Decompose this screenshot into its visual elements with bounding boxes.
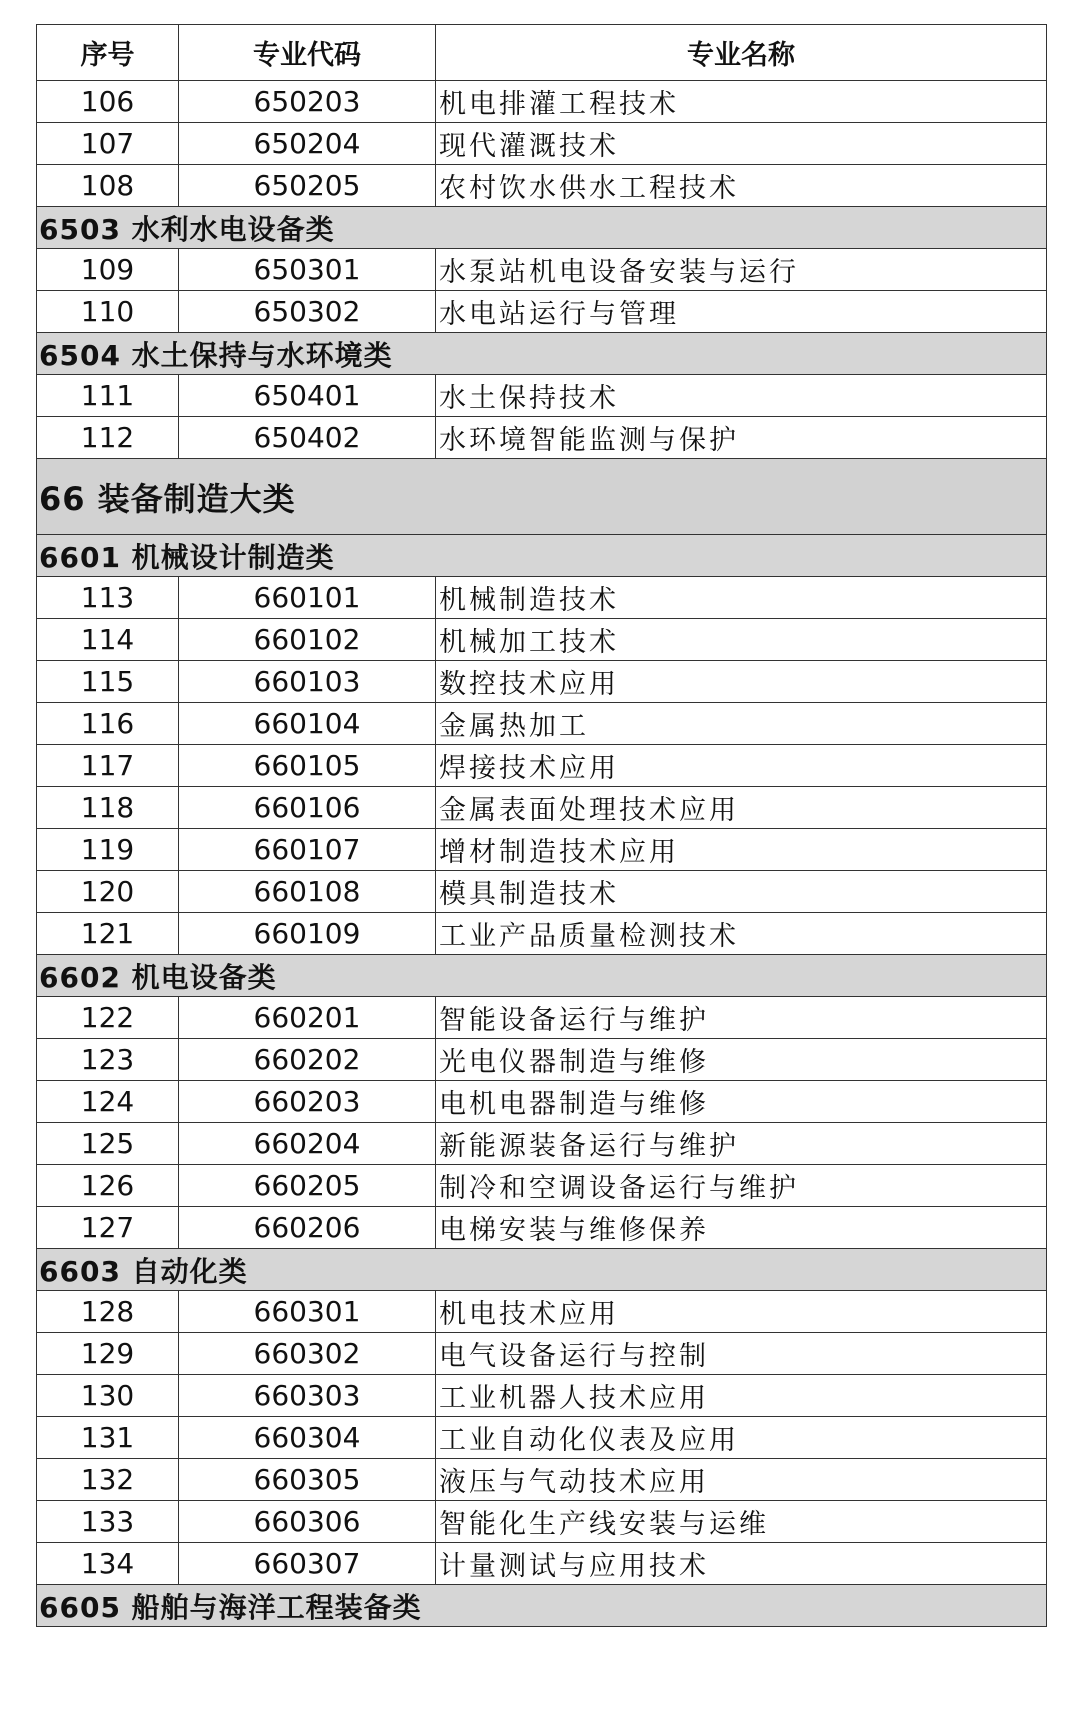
seq-cell: 113 <box>37 577 179 619</box>
code-cell: 650402 <box>179 417 436 459</box>
name-cell: 现代灌溉技术 <box>436 123 1047 165</box>
table-row <box>37 1501 1047 1543</box>
name-cell: 液压与气动技术应用 <box>436 1459 1047 1501</box>
code-cell: 660306 <box>179 1501 436 1543</box>
name-cell: 制冷和空调设备运行与维护 <box>436 1165 1047 1207</box>
table-row <box>37 703 1047 745</box>
seq-cell: 115 <box>37 661 179 703</box>
seq-cell: 123 <box>37 1039 179 1081</box>
table-row <box>37 1081 1047 1123</box>
seq-cell: 128 <box>37 1291 179 1333</box>
name-cell: 水泵站机电设备安装与运行 <box>436 249 1047 291</box>
table-row <box>37 787 1047 829</box>
table-row <box>37 871 1047 913</box>
name-cell: 工业产品质量检测技术 <box>436 913 1047 955</box>
major-category-label: 66 装备制造大类 <box>37 459 1047 535</box>
code-cell: 660108 <box>179 871 436 913</box>
seq-cell: 126 <box>37 1165 179 1207</box>
table-row <box>37 913 1047 955</box>
category-label: 6504 水土保持与水环境类 <box>37 333 1047 375</box>
code-cell: 660107 <box>179 829 436 871</box>
table-row <box>37 1543 1047 1585</box>
table-row <box>37 745 1047 787</box>
name-cell: 金属表面处理技术应用 <box>436 787 1047 829</box>
seq-cell: 120 <box>37 871 179 913</box>
name-cell: 数控技术应用 <box>436 661 1047 703</box>
code-cell: 650204 <box>179 123 436 165</box>
table-row <box>37 1123 1047 1165</box>
name-cell: 机械加工技术 <box>436 619 1047 661</box>
seq-cell: 131 <box>37 1417 179 1459</box>
seq-cell: 114 <box>37 619 179 661</box>
seq-cell: 125 <box>37 1123 179 1165</box>
name-cell: 电机电器制造与维修 <box>436 1081 1047 1123</box>
table-row <box>37 1039 1047 1081</box>
category-row <box>37 207 1047 249</box>
seq-cell: 127 <box>37 1207 179 1249</box>
code-cell: 660305 <box>179 1459 436 1501</box>
code-cell: 650302 <box>179 291 436 333</box>
code-cell: 660105 <box>179 745 436 787</box>
seq-cell: 134 <box>37 1543 179 1585</box>
table-row <box>37 1459 1047 1501</box>
header-seq: 序号 <box>37 25 179 81</box>
table-row <box>37 577 1047 619</box>
table-row <box>37 661 1047 703</box>
category-row <box>37 955 1047 997</box>
seq-cell: 130 <box>37 1375 179 1417</box>
seq-cell: 119 <box>37 829 179 871</box>
name-cell: 工业自动化仪表及应用 <box>436 1417 1047 1459</box>
header-name: 专业名称 <box>436 25 1047 81</box>
category-label: 6605 船舶与海洋工程装备类 <box>37 1585 1047 1627</box>
seq-cell: 108 <box>37 165 179 207</box>
seq-cell: 121 <box>37 913 179 955</box>
name-cell: 金属热加工 <box>436 703 1047 745</box>
name-cell: 水电站运行与管理 <box>436 291 1047 333</box>
seq-cell: 116 <box>37 703 179 745</box>
name-cell: 电梯安装与维修保养 <box>436 1207 1047 1249</box>
category-label: 6601 机械设计制造类 <box>37 535 1047 577</box>
name-cell: 焊接技术应用 <box>436 745 1047 787</box>
table-row <box>37 1165 1047 1207</box>
seq-cell: 110 <box>37 291 179 333</box>
major-catalog-document <box>36 24 1046 1627</box>
code-cell: 650203 <box>179 81 436 123</box>
table-row <box>37 417 1047 459</box>
name-cell: 计量测试与应用技术 <box>436 1543 1047 1585</box>
name-cell: 智能设备运行与维护 <box>436 997 1047 1039</box>
name-cell: 农村饮水供水工程技术 <box>436 165 1047 207</box>
seq-cell: 132 <box>37 1459 179 1501</box>
table-row <box>37 1417 1047 1459</box>
name-cell: 模具制造技术 <box>436 871 1047 913</box>
code-cell: 660103 <box>179 661 436 703</box>
name-cell: 水环境智能监测与保护 <box>436 417 1047 459</box>
code-cell: 660101 <box>179 577 436 619</box>
table-row <box>37 123 1047 165</box>
code-cell: 660301 <box>179 1291 436 1333</box>
category-row <box>37 535 1047 577</box>
table-row <box>37 829 1047 871</box>
table-row <box>37 291 1047 333</box>
code-cell: 660206 <box>179 1207 436 1249</box>
name-cell: 增材制造技术应用 <box>436 829 1047 871</box>
code-cell: 660104 <box>179 703 436 745</box>
code-cell: 660307 <box>179 1543 436 1585</box>
seq-cell: 112 <box>37 417 179 459</box>
category-row <box>37 1585 1047 1627</box>
category-label: 6503 水利水电设备类 <box>37 207 1047 249</box>
seq-cell: 106 <box>37 81 179 123</box>
seq-cell: 109 <box>37 249 179 291</box>
code-cell: 660102 <box>179 619 436 661</box>
name-cell: 机电排灌工程技术 <box>436 81 1047 123</box>
code-cell: 660106 <box>179 787 436 829</box>
name-cell: 工业机器人技术应用 <box>436 1375 1047 1417</box>
table-header-row <box>37 25 1047 81</box>
code-cell: 660204 <box>179 1123 436 1165</box>
code-cell: 660109 <box>179 913 436 955</box>
major-catalog-table <box>36 24 1047 1627</box>
seq-cell: 118 <box>37 787 179 829</box>
table-row <box>37 1207 1047 1249</box>
name-cell: 机械制造技术 <box>436 577 1047 619</box>
name-cell: 电气设备运行与控制 <box>436 1333 1047 1375</box>
category-label: 6602 机电设备类 <box>37 955 1047 997</box>
major-category-row <box>37 459 1047 535</box>
table-row <box>37 1291 1047 1333</box>
code-cell: 650205 <box>179 165 436 207</box>
seq-cell: 122 <box>37 997 179 1039</box>
name-cell: 水土保持技术 <box>436 375 1047 417</box>
category-row <box>37 1249 1047 1291</box>
code-cell: 660302 <box>179 1333 436 1375</box>
code-cell: 650301 <box>179 249 436 291</box>
table-row <box>37 619 1047 661</box>
table-body <box>37 81 1047 1627</box>
name-cell: 光电仪器制造与维修 <box>436 1039 1047 1081</box>
code-cell: 660303 <box>179 1375 436 1417</box>
name-cell: 智能化生产线安装与运维 <box>436 1501 1047 1543</box>
table-row <box>37 375 1047 417</box>
seq-cell: 111 <box>37 375 179 417</box>
code-cell: 660203 <box>179 1081 436 1123</box>
code-cell: 650401 <box>179 375 436 417</box>
category-row <box>37 333 1047 375</box>
table-row <box>37 1375 1047 1417</box>
code-cell: 660202 <box>179 1039 436 1081</box>
code-cell: 660201 <box>179 997 436 1039</box>
seq-cell: 117 <box>37 745 179 787</box>
code-cell: 660205 <box>179 1165 436 1207</box>
seq-cell: 124 <box>37 1081 179 1123</box>
table-row <box>37 249 1047 291</box>
seq-cell: 107 <box>37 123 179 165</box>
table-row <box>37 165 1047 207</box>
category-label: 6603 自动化类 <box>37 1249 1047 1291</box>
table-row <box>37 1333 1047 1375</box>
seq-cell: 129 <box>37 1333 179 1375</box>
table-row <box>37 81 1047 123</box>
header-code: 专业代码 <box>179 25 436 81</box>
name-cell: 新能源装备运行与维护 <box>436 1123 1047 1165</box>
seq-cell: 133 <box>37 1501 179 1543</box>
table-row <box>37 997 1047 1039</box>
name-cell: 机电技术应用 <box>436 1291 1047 1333</box>
code-cell: 660304 <box>179 1417 436 1459</box>
